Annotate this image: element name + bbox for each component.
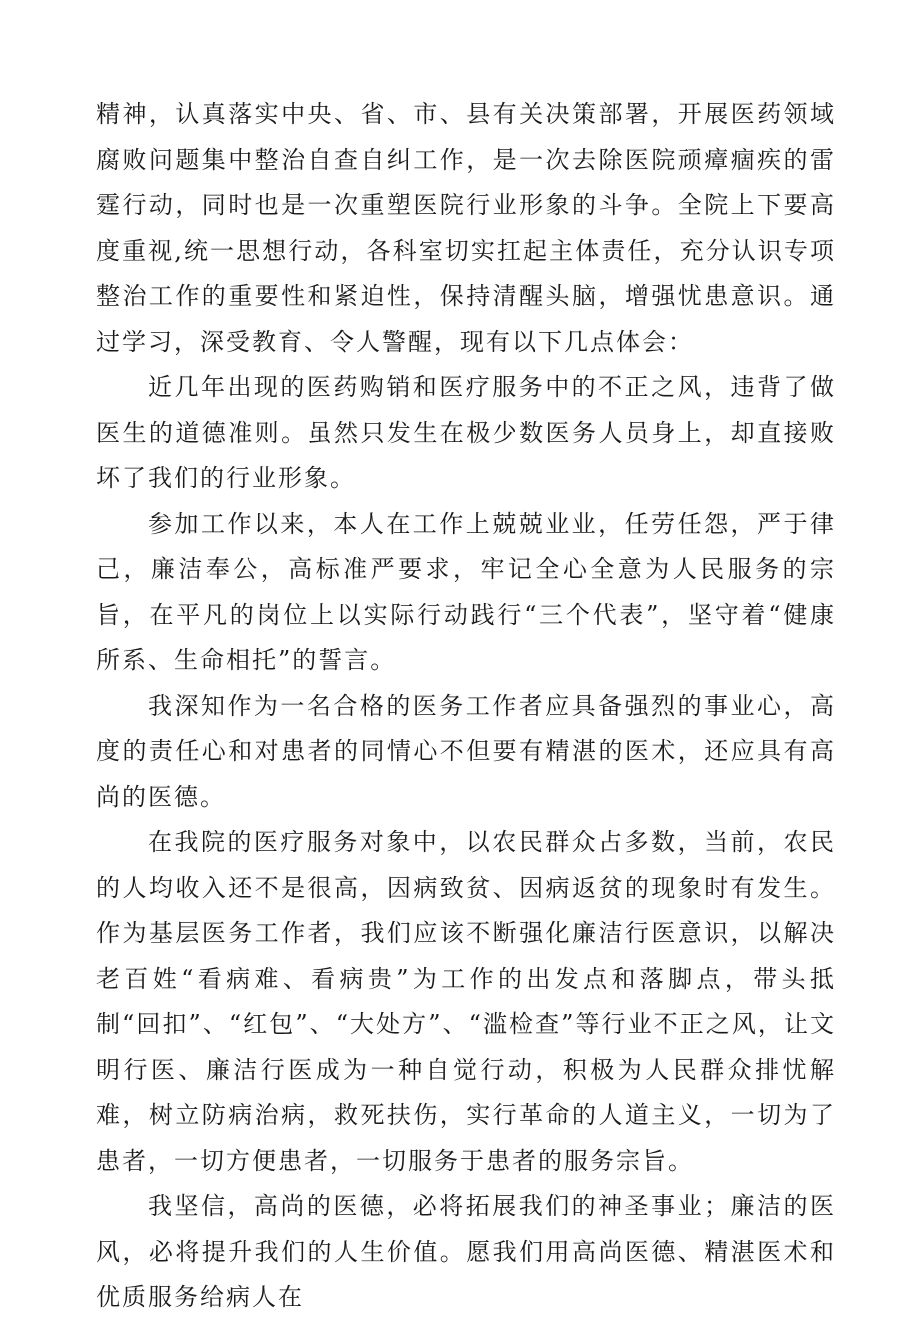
paragraph-3: 参加工作以来，本人在工作上兢兢业业，任劳任怨，严于律己，廉洁奉公，高标准严要求，牢记全心全意为人民服务的宗旨，在平凡的岗位上以实际行动践行“三个代表”，坚守着“健康所系、生命相托”的誓言。 xyxy=(96,509,836,674)
document-body xyxy=(96,92,836,1321)
paragraph-5: 在我院的医疗服务对象中，以农民群众占多数，当前，农民的人均收入还不是很高，因病致贫、因病返贫的现象时有发生。作为基层医务工作者，我们应该不断强化廉洁行医意识，以解决老百姓“看病难、看病贵”为工作的出发点和落脚点，带头抵制“回扣”、“红包”、“大处方”、“滥检查”等行业不正之风，让文明行医、廉洁行医成为一种自觉行动，积极为人民群众排忧解难，树立防病治病，救死扶伤，实行革命的人道主义，一切为了患者，一切方便患者，一切服务于患者的服务宗旨。 xyxy=(96,828,836,1175)
paragraph-4: 我深知作为一名合格的医务工作者应具备强烈的事业心，高度的责任心和对患者的同情心不但要有精湛的医术，还应具有高尚的医德。 xyxy=(96,691,836,811)
paragraph-1: 精神，认真落实中央、省、市、县有关决策部署，开展医药领域腐败问题集中整治自查自纠工作，是一次去除医院顽瘴痼疾的雷霆行动，同时也是一次重塑医院行业形象的斗争。全院上下要高度重视,统一思想行动，各科室切实扛起主体责任，充分认识专项整治工作的重要性和紧迫性，保持清醒头脑，增强忧患意识。通过学习，深受教育、令人警醒，现有以下几点体会： xyxy=(96,100,836,356)
paragraph-2: 近几年出现的医药购销和医疗服务中的不正之风，违背了做医生的道德准则。虽然只发生在极少数医务人员身上，却直接败坏了我们的行业形象。 xyxy=(96,373,836,492)
paragraph-6: 我坚信，高尚的医德，必将拓展我们的神圣事业；廉洁的医风，必将提升我们的人生价值。愿我们用高尚医德、精湛医术和优质服务给病人在 xyxy=(96,1192,836,1311)
